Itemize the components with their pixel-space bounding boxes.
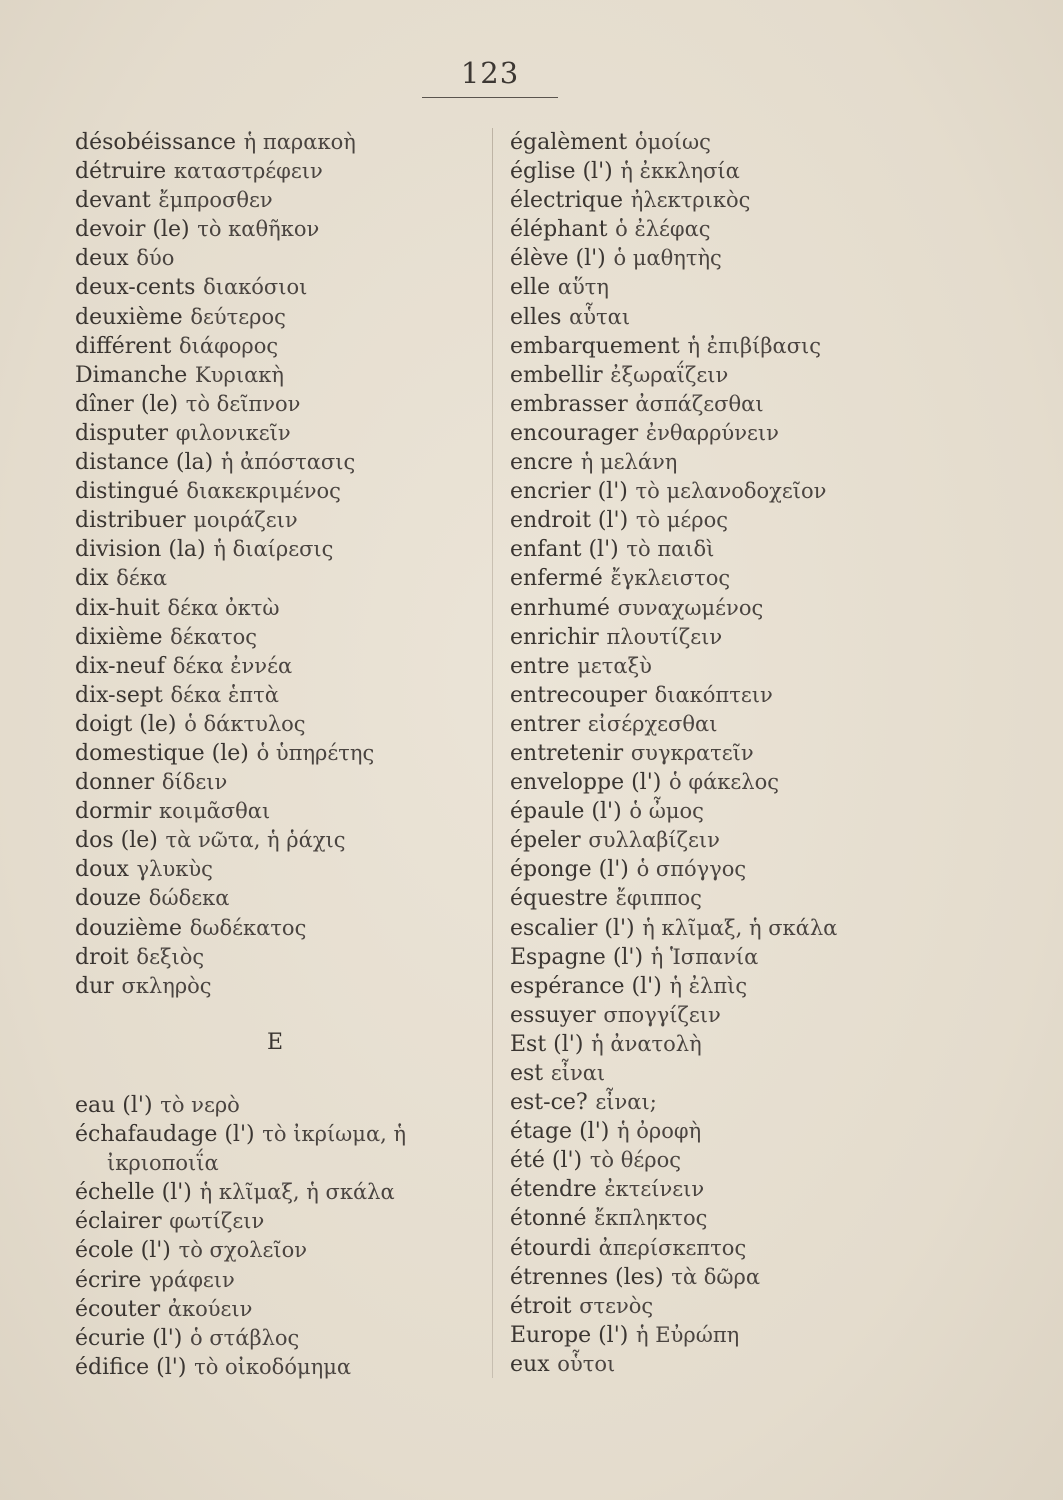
- dictionary-entry: [510, 594, 910, 623]
- french-headword: embrasser: [510, 391, 628, 417]
- dictionary-entry: [75, 1120, 475, 1149]
- greek-translation: τὸ σχολεῖον: [178, 1238, 308, 1263]
- greek-translation: συγκρατεῖν: [630, 740, 754, 765]
- french-headword: éponge (l'): [510, 857, 629, 883]
- greek-translation: ἡ ἐλπὶς: [669, 973, 748, 998]
- french-headword: enveloppe (l'): [510, 770, 662, 796]
- greek-translation: ἀσπάζεσθαι: [635, 391, 764, 416]
- dictionary-entry: [510, 390, 910, 419]
- dictionary-entry: [510, 739, 910, 768]
- french-headword: enfermé: [510, 566, 603, 592]
- french-headword: dix-sept: [75, 682, 163, 708]
- french-headword: droit: [75, 944, 129, 970]
- left-column-d-entries: [75, 128, 475, 1001]
- greek-translation: ὁμοίως: [634, 130, 711, 154]
- greek-translation: ἡ Ἱσπανία: [650, 944, 759, 969]
- dictionary-entry: [75, 652, 475, 681]
- french-headword: est-ce?: [510, 1090, 588, 1116]
- dictionary-entry: [510, 1263, 910, 1292]
- dictionary-entry: [75, 623, 475, 652]
- dictionary-entry: [510, 128, 910, 157]
- greek-translation: οὗτοι: [557, 1351, 616, 1376]
- greek-translation: τὸ μελανοδοχεῖον: [635, 479, 827, 504]
- dictionary-entry: [75, 419, 475, 448]
- french-headword: Espagne (l'): [510, 944, 644, 970]
- greek-translation: καταστρέφειν: [173, 159, 323, 184]
- french-headword: électrique: [510, 188, 624, 214]
- greek-translation: γλυκὺς: [136, 857, 213, 882]
- greek-translation: αὕτη: [557, 275, 609, 300]
- dictionary-entry: [75, 477, 475, 506]
- greek-translation: δίδειν: [161, 770, 228, 795]
- dictionary-entry: [75, 826, 475, 855]
- french-headword: elle: [510, 275, 551, 301]
- french-headword: elles: [510, 304, 562, 330]
- dictionary-entry: [75, 564, 475, 593]
- dictionary-entry: [510, 797, 910, 826]
- greek-translation: ἡ Εὐρώπη: [636, 1322, 740, 1347]
- greek-translation: μοιράζειν: [193, 508, 298, 533]
- french-headword: dormir: [75, 799, 152, 825]
- french-headword: eau (l'): [75, 1093, 153, 1118]
- dictionary-entry: [510, 186, 910, 215]
- greek-translation: ἔφιππος: [615, 886, 702, 911]
- dictionary-entry: [75, 884, 475, 913]
- french-headword: équestre: [510, 886, 608, 912]
- greek-translation: ὁ δάκτυλος: [184, 711, 306, 736]
- french-headword: embarquement: [510, 333, 680, 359]
- greek-translation: τὰ δῶρα: [671, 1264, 761, 1289]
- greek-translation: τὸ οἰκοδόμημα: [194, 1354, 352, 1379]
- greek-translation: δώδεκα: [148, 886, 230, 911]
- greek-translation: ἡ παρακοὴ: [243, 130, 356, 154]
- dictionary-entry: [75, 972, 475, 1001]
- french-headword: doigt (le): [75, 711, 177, 737]
- dictionary-entry: [510, 914, 910, 943]
- greek-translation: ἐξωραΐζειν: [610, 362, 729, 387]
- greek-translation: ὁ μαθητὴς: [613, 246, 722, 271]
- french-headword: douzième: [75, 915, 183, 941]
- greek-translation: φωτίζειν: [169, 1209, 265, 1234]
- dictionary-entry: [75, 1149, 475, 1178]
- french-headword: distance (la): [75, 450, 214, 476]
- french-headword: échelle (l'): [75, 1180, 192, 1206]
- french-headword: eux: [510, 1351, 550, 1377]
- dictionary-entry: [510, 506, 910, 535]
- french-headword: dos (le): [75, 828, 158, 854]
- dictionary-entry: [75, 273, 475, 302]
- greek-translation: ἀκούειν: [167, 1296, 253, 1321]
- dictionary-entry: [75, 303, 475, 332]
- french-headword: église (l'): [510, 159, 613, 185]
- dictionary-entry: [510, 855, 910, 884]
- greek-translation: δέκα ἐννέα: [172, 653, 293, 678]
- greek-translation: ἡ κλῖμαξ, ἡ σκάλα: [642, 915, 838, 940]
- dictionary-entry: [510, 1204, 910, 1233]
- french-headword: étroit: [510, 1293, 572, 1319]
- dictionary-entry: [510, 1175, 910, 1204]
- greek-translation: Κυριακὴ: [195, 362, 284, 387]
- dictionary-entry: [510, 768, 910, 797]
- french-headword: devoir (le): [75, 217, 190, 243]
- french-headword: devant: [75, 188, 151, 214]
- french-headword: étrennes (les): [510, 1264, 664, 1290]
- french-headword: égalèment: [510, 130, 628, 155]
- french-headword: enrichir: [510, 624, 599, 650]
- french-headword: éléphant: [510, 217, 608, 243]
- dictionary-entry: [510, 652, 910, 681]
- greek-translation: ἡ ἀνατολὴ: [591, 1031, 702, 1056]
- greek-translation: ὁ ἐλέφας: [615, 217, 711, 242]
- french-headword: entretenir: [510, 740, 624, 766]
- dictionary-entry: [75, 797, 475, 826]
- dictionary-entry: [510, 564, 910, 593]
- french-headword: enfant (l'): [510, 537, 619, 563]
- greek-translation: ὁ ὑπηρέτης: [256, 740, 375, 765]
- french-headword: dur: [75, 973, 114, 999]
- dictionary-entry: [510, 332, 910, 361]
- greek-translation: ἡ ἐπιβίβασις: [687, 333, 822, 358]
- dictionary-entry: [75, 710, 475, 739]
- dictionary-entry: [510, 1088, 910, 1117]
- greek-translation: διακεκριμένος: [186, 479, 341, 504]
- greek-translation: ἀπερίσκεπτος: [598, 1235, 747, 1260]
- greek-translation: τὸ θέρος: [589, 1148, 682, 1173]
- french-headword: encrier (l'): [510, 479, 628, 505]
- greek-translation: ἐκτείνειν: [604, 1177, 705, 1202]
- french-headword: étendre: [510, 1177, 597, 1203]
- french-headword: espérance (l'): [510, 973, 662, 999]
- dictionary-entry: [75, 594, 475, 623]
- greek-translation: δεύτερος: [190, 304, 286, 329]
- greek-translation: μεταξὺ: [577, 653, 652, 678]
- french-headword: distingué: [75, 479, 179, 505]
- french-headword: endroit (l'): [510, 508, 629, 534]
- dictionary-entry: [75, 128, 475, 157]
- greek-translation: δέκατος: [170, 624, 258, 649]
- dictionary-entry: [510, 1059, 910, 1088]
- greek-translation: δωδέκατος: [189, 915, 307, 940]
- dictionary-entry: [510, 710, 910, 739]
- greek-translation: ἡ ἀπόστασις: [220, 450, 356, 475]
- greek-translation: σπογγίζειν: [603, 1002, 721, 1027]
- greek-translation: ἡ ἐκκλησία: [620, 159, 740, 184]
- greek-translation: ὁ σπόγγος: [636, 857, 747, 882]
- french-headword: dix: [75, 566, 109, 592]
- french-headword: domestique (le): [75, 740, 249, 766]
- dictionary-entry: [510, 273, 910, 302]
- right-column-entries: [510, 128, 910, 1379]
- greek-translation: τὸ ἰκρίωμα, ἡ: [262, 1122, 407, 1147]
- dictionary-entry: [75, 768, 475, 797]
- greek-translation: διάφορος: [179, 333, 279, 358]
- greek-translation: ὁ ὦμος: [629, 799, 704, 824]
- dictionary-entry: [75, 943, 475, 972]
- greek-translation: τὸ δεῖπνον: [185, 391, 301, 416]
- dictionary-entry: [75, 390, 475, 419]
- dictionary-entry: [510, 1117, 910, 1146]
- page-number-rule: [422, 97, 558, 98]
- greek-translation: τὸ νερὸ: [160, 1093, 240, 1117]
- greek-translation: συλλαβίζειν: [588, 828, 720, 853]
- french-headword: élève (l'): [510, 246, 606, 272]
- dictionary-entry: [510, 361, 910, 390]
- dictionary-entry: [75, 186, 475, 215]
- french-headword: écurie (l'): [75, 1325, 183, 1351]
- french-headword: Dimanche: [75, 362, 188, 388]
- greek-translation: συναχωμένος: [617, 595, 764, 620]
- french-headword: enrhumé: [510, 595, 610, 621]
- dictionary-entry: [510, 972, 910, 1001]
- greek-translation: αὗται: [569, 304, 631, 329]
- french-headword: deux: [75, 246, 129, 272]
- french-headword: division (la): [75, 537, 206, 563]
- dictionary-entry: [75, 739, 475, 768]
- dictionary-entry: [510, 448, 910, 477]
- french-headword: entrecouper: [510, 682, 647, 708]
- french-headword: donner: [75, 770, 155, 796]
- dictionary-entry: [75, 361, 475, 390]
- french-headword: édifice (l'): [75, 1354, 187, 1380]
- dictionary-entry: [75, 1091, 475, 1120]
- french-headword: différent: [75, 333, 172, 359]
- greek-translation: ἠλεκτρικὸς: [630, 188, 751, 213]
- greek-translation: εἰσέρχεσθαι: [587, 711, 718, 736]
- french-headword: épeler: [510, 828, 581, 854]
- greek-translation: διακόσιοι: [203, 275, 308, 300]
- greek-translation: εἶναι;: [595, 1090, 657, 1115]
- greek-translation: δύο: [136, 246, 175, 271]
- french-headword: distribuer: [75, 508, 186, 534]
- greek-translation: ἰκριοποιΐα: [107, 1151, 219, 1176]
- greek-translation: τὰ νῶτα, ἡ ῥάχις: [165, 828, 346, 853]
- dictionary-entry: [510, 215, 910, 244]
- dictionary-entry: [75, 1178, 475, 1207]
- french-headword: détruire: [75, 159, 167, 185]
- french-headword: escalier (l'): [510, 915, 635, 941]
- french-headword: essuyer: [510, 1002, 596, 1028]
- french-headword: douze: [75, 886, 142, 912]
- french-headword: dixième: [75, 624, 163, 650]
- greek-translation: ἐνθαρρύνειν: [645, 420, 779, 445]
- greek-translation: κοιμᾶσθαι: [158, 799, 271, 824]
- dictionary-entry: [510, 1321, 910, 1350]
- greek-translation: ἡ διαίρεσις: [213, 537, 334, 562]
- french-headword: échafaudage (l'): [75, 1122, 255, 1148]
- dictionary-entry: [75, 1266, 475, 1295]
- french-headword: encre: [510, 450, 574, 476]
- greek-translation: τὸ καθῆκον: [197, 217, 320, 242]
- french-headword: disputer: [75, 420, 169, 446]
- greek-translation: ἔκπληκτος: [594, 1206, 708, 1231]
- french-headword: école (l'): [75, 1238, 171, 1264]
- dictionary-entry: [75, 914, 475, 943]
- dictionary-entry: [75, 1324, 475, 1353]
- dictionary-entry: [510, 681, 910, 710]
- greek-translation: στενὸς: [579, 1293, 654, 1318]
- dictionary-entry: [510, 826, 910, 855]
- greek-translation: ἔμπροσθεν: [158, 188, 273, 213]
- french-headword: épaule (l'): [510, 799, 622, 825]
- dictionary-entry: [510, 1234, 910, 1263]
- greek-translation: ἡ μελάνη: [580, 450, 678, 475]
- french-headword: doux: [75, 857, 129, 883]
- dictionary-entry: [510, 884, 910, 913]
- french-headword: dîner (le): [75, 391, 179, 417]
- french-headword: étourdi: [510, 1235, 591, 1261]
- greek-translation: ἡ κλῖμαξ, ἡ σκάλα: [199, 1180, 395, 1205]
- dictionary-entry: [510, 1001, 910, 1030]
- greek-translation: ἔγκλειστος: [610, 566, 731, 591]
- dictionary-entry: [75, 535, 475, 564]
- dictionary-entry: [75, 215, 475, 244]
- dictionary-entry: [75, 855, 475, 884]
- greek-translation: δεξιὸς: [136, 944, 205, 969]
- french-headword: est: [510, 1061, 544, 1086]
- french-headword: écrire: [75, 1267, 142, 1293]
- dictionary-entry: [510, 1030, 910, 1059]
- greek-translation: δέκα ὀκτὼ: [167, 595, 280, 620]
- french-headword: écouter: [75, 1296, 161, 1322]
- dictionary-entry: [510, 623, 910, 652]
- french-headword: deux-cents: [75, 275, 196, 301]
- french-headword: dix-neuf: [75, 653, 166, 679]
- french-headword: embellir: [510, 362, 603, 388]
- page-number: 123: [460, 56, 520, 90]
- dictionary-entry: [75, 506, 475, 535]
- french-headword: entre: [510, 653, 570, 679]
- dictionary-entry: [510, 303, 910, 332]
- dictionary-entry: [75, 1236, 475, 1265]
- french-headword: désobéissance: [75, 130, 236, 155]
- french-headword: été (l'): [510, 1148, 583, 1174]
- dictionary-entry: [510, 419, 910, 448]
- dictionary-entry: [510, 477, 910, 506]
- french-headword: deuxième: [75, 304, 183, 330]
- greek-translation: διακόπτειν: [654, 682, 773, 707]
- column-divider: [492, 128, 493, 1378]
- french-headword: encourager: [510, 420, 639, 446]
- french-headword: entrer: [510, 711, 581, 737]
- dictionary-entry: [75, 681, 475, 710]
- greek-translation: τὸ παιδὶ: [626, 537, 715, 562]
- greek-translation: τὸ μέρος: [635, 508, 729, 533]
- dictionary-entry: [75, 332, 475, 361]
- dictionary-entry: [510, 1350, 910, 1379]
- dictionary-entry: [510, 157, 910, 186]
- greek-translation: ὁ φάκελος: [669, 770, 779, 795]
- greek-translation: πλουτίζειν: [606, 624, 723, 649]
- dictionary-entry: [510, 535, 910, 564]
- french-headword: Est (l'): [510, 1031, 584, 1057]
- left-column-e-entries: [75, 1091, 475, 1382]
- dictionary-entry: [510, 244, 910, 273]
- french-headword: étonné: [510, 1206, 587, 1232]
- dictionary-entry: [75, 448, 475, 477]
- dictionary-entry: [510, 1146, 910, 1175]
- french-headword: éclairer: [75, 1209, 162, 1235]
- greek-translation: γράφειν: [149, 1267, 235, 1292]
- dictionary-entry: [75, 1295, 475, 1324]
- greek-translation: ὁ στάβλος: [190, 1325, 300, 1350]
- greek-translation: δέκα ἑπτὰ: [170, 682, 279, 707]
- dictionary-entry: [75, 157, 475, 186]
- dictionary-entry: [75, 244, 475, 273]
- greek-translation: ἡ ὀροφὴ: [617, 1119, 702, 1144]
- dictionary-entry: [75, 1207, 475, 1236]
- greek-translation: εἶναι: [550, 1061, 606, 1085]
- french-headword: étage (l'): [510, 1119, 610, 1145]
- section-letter: E: [266, 1030, 284, 1055]
- dictionary-entry: [510, 1292, 910, 1321]
- french-headword: Europe (l'): [510, 1322, 629, 1348]
- greek-translation: σκληρὸς: [121, 973, 212, 998]
- greek-translation: δέκα: [116, 566, 168, 591]
- dictionary-entry: [510, 943, 910, 972]
- dictionary-entry: [75, 1353, 475, 1382]
- french-headword: dix-huit: [75, 595, 160, 621]
- greek-translation: φιλονικεῖν: [175, 420, 291, 445]
